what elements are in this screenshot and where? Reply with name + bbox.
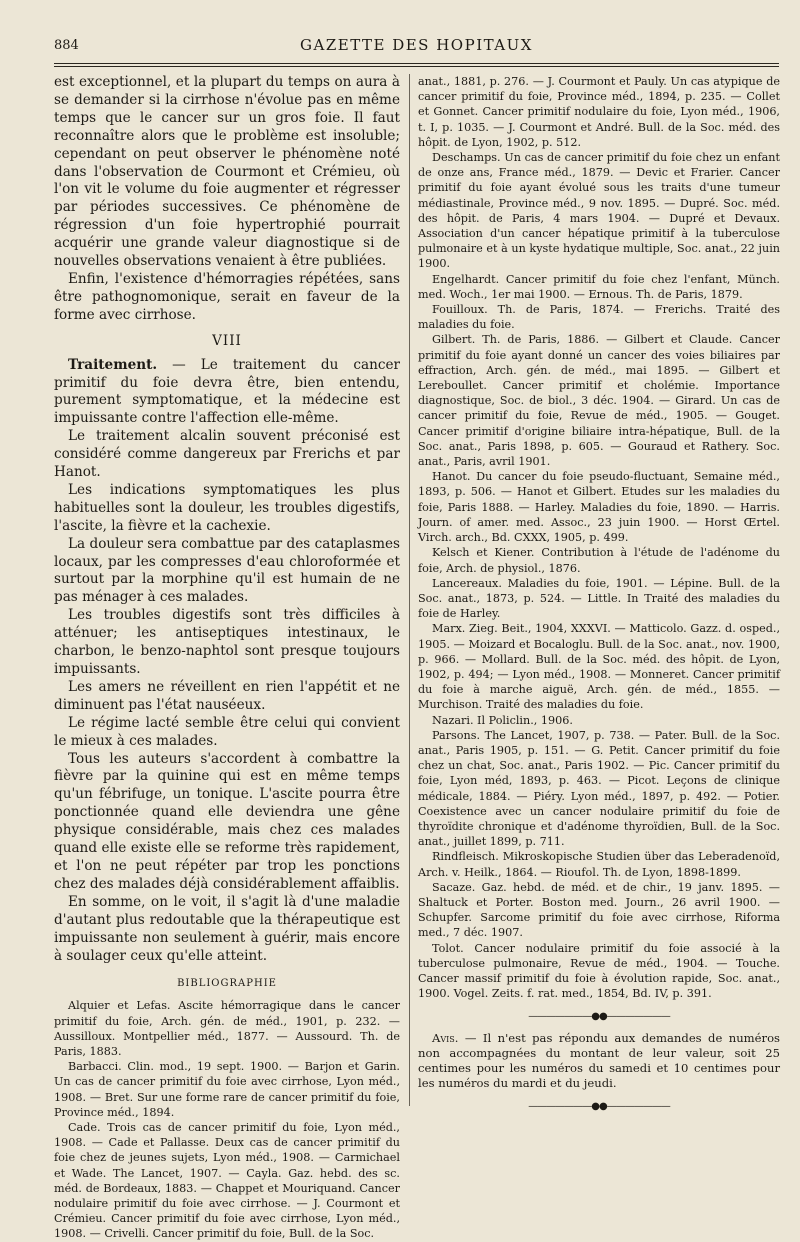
section-heading: VIII	[212, 332, 242, 349]
traitement-paragraph	[54, 357, 400, 429]
page-header	[54, 36, 779, 62]
bibliography-entry: Hanot. Du cancer du foie pseudo-fluctuant, Semaine méd., 1893, p. 506. — Hanot et Gilbert. Etudes sur les maladies du foie, Paris 1888. — Harley. Maladies du foie, 1890. — Harris. Journ. of amer. med. Assoc., 23 juin 1900. — Horst Œrtel. Virch. arch., Bd. CXXX, 1905, p. 499.	[418, 470, 780, 545]
bibliography-heading: BIBLIOGRAPHIE	[177, 978, 277, 990]
paragraph: Tous les auteurs s'accordent à combattre la fièvre par la quinine qui est en même temps qu'un fébrifuge, un tonique. L'ascite pourra être ponctionnée quand elle deviendra une gêne physique considérable, mais chez ces malades quand elle existe elle se reforme très rapidement, et l'on ne peut répéter par trop les ponctions chez des malades déjà considérablement affaiblis.	[54, 750, 400, 892]
paragraph: Le traitement alcalin souvent préconisé est considéré comme dangereux par Frerichs et par Hanot.	[54, 428, 400, 481]
bibliography-entry: Kelsch et Kiener. Contribution à l'étude de l'adénome du foie, Arch. de physiol., 1876.	[418, 546, 780, 575]
bibliography-entry: Nazari. Il Policlin., 1906.	[432, 713, 573, 727]
left-column	[54, 74, 400, 1242]
running-title: GAZETTE DES HOPITAUX	[300, 36, 533, 54]
ornamental-separator-end: ———————●●———————	[528, 1100, 670, 1112]
paragraph: Le régime lacté semble être celui qui convient le mieux à ces malades.	[54, 714, 400, 749]
page-number: 884	[54, 38, 79, 53]
bibliography-entry: Tolot. Cancer nodulaire primitif du foie associé à la tuberculose pulmonaire, Revue de méd., 1904. — Touche. Cancer massif primitif du foie à évolution rapide, Soc. anat., 1900. Vogel. Zeits. f. rat. med., 1854, Bd. IV, p. 391.	[418, 941, 780, 1001]
bibliography-entry: Sacaze. Gaz. hebd. de méd. et de chir., 19 janv. 1895. — Shaltuck et Porter. Boston med. Journ., 26 avril 1900. — Schupfer. Sarcome primitif du foie avec cirrhose, Riforma med., 7 déc. 1907.	[418, 880, 780, 940]
traitement-text: — Le traitement du cancer primitif du foie devra être, bien entendu, purement symptomatique, et la médecine est impuissante contre l'affection elle-même.	[54, 356, 400, 427]
bibliography-entry: Parsons. The Lancet, 1907, p. 738. — Pater. Bull. de la Soc. anat., Paris 1905, p. 151. — G. Petit. Cancer primitif du foie chez un chat, Soc. anat., Paris 1902. — Pic. Cancer primitif du foie, Lyon méd, 1893, p. 463. — Picot. Leçons de clinique médicale, 1884. — Piéry. Lyon méd., 1897, p. 492. — Potier. Coexistence avec un cancer nodulaire primitif du foie de thyroïdite chronique et d'adénome thyroïdien, Bull. de la Soc. anat., juillet 1899, p. 711.	[418, 728, 780, 849]
bibliography-entry: Fouilloux. Th. de Paris, 1874. — Frerichs. Traité des maladies du foie.	[418, 303, 780, 332]
bibliography-entry: Deschamps. Un cas de cancer primitif du foie chez un enfant de onze ans, France méd., 1879. — Devic et Frarier. Cancer primitif du foie ayant évolué sous les traits d'une tumeur médiastinale, Province méd., 9 nov. 1895. — Dupré. Soc. méd. des hôpit. de Paris, 4 mars 1904. — Dupré et Devaux. Association d'un cancer hépatique primitif à la tuberculose pulmonaire et à un kyste hydatique multiple, Soc. anat., 22 juin 1900.	[418, 151, 780, 271]
avis-text: — Il n'est pas répondu aux demandes de numéros non accompagnées du montant de leur valeur, soit 25 centimes pour les numéros du samedi et 10 centimes pour les numéros du mardi et du jeudi.	[418, 1030, 780, 1090]
paragraph: En somme, on le voit, il s'agit là d'une maladie d'autant plus redoutable que la thérapeutique est impuissante non seulement à guérir, mais encore à soulager ceux qu'elle atteint.	[54, 893, 400, 964]
bibliography-entry: Engelhardt. Cancer primitif du foie chez l'enfant, Münch. med. Woch., 1er mai 1900. — Ernous. Th. de Paris, 1879.	[418, 272, 780, 301]
avis-label: Avis.	[432, 1030, 459, 1045]
bibliography-entry: Rindfleisch. Mikroskopische Studien über das Leberadenoïd, Arch. v. Heilk., 1864. — Rioufol. Th. de Lyon, 1898-1899.	[418, 850, 780, 879]
bibliography-entry: anat., 1881, p. 276. — J. Courmont et Pauly. Un cas atypique de cancer primitif du foie, Province méd., 1894, p. 235. — Collet et Gonnet. Cancer primitif nodulaire du foie, Lyon méd., 1906, t. I, p. 1035. — J. Courmont et André. Bull. de la Soc. méd. des hôpit. de Lyon, 1902, p. 512.	[418, 75, 780, 149]
bibliography-entry: Marx. Zieg. Beit., 1904, XXXVI. — Matticolo. Gazz. d. osped., 1905. — Moizard et Bocaloglu. Bull. de la Soc. anat., nov. 1900, p. 966. — Mollard. Bull. de la Soc. méd. des hôpit. de Lyon, 1902, p. 494; — Lyon méd., 1908. — Monneret. Cancer primitif du foie à marche aiguë, Arch. gén. de méd., 1855. — Murchison. Traité des maladies du foie.	[418, 622, 780, 712]
bibliography-entry: Barbacci. Clin. mod., 19 sept. 1900. — Barjon et Garin. Un cas de cancer primitif du foie avec cirrhose, Lyon méd., 1908. — Bret. Sur une forme rare de cancer primitif du foie, Province méd., 1894.	[54, 1060, 400, 1119]
bibliography-left	[54, 998, 400, 1241]
avis-notice	[418, 1031, 780, 1091]
paragraph: Les indications symptomatiques les plus habituelles sont la douleur, les troubles digestifs, l'ascite, la fièvre et la cachexie.	[54, 481, 400, 534]
paragraph: est exceptionnel, et la plupart du temps on aura à se demander si la cirrhose n'évolue pas en même temps que le cancer sur un gros foie. Il faut reconnaître alors que le problème est insoluble; cependant on peut observer le phénomène noté dans l'observation de Courmont et Crémieu, où l'on vit le volume du foie augmenter et régresser par périodes successives. Ce phénomène de régression d'un foie hypertrophié pourrait acquérir une grande valeur diagnostique si de nouvelles observations venaient à être publiées.	[54, 74, 400, 270]
bibliography-entry: Alquier et Lefas. Ascite hémorragique dans le cancer primitif du foie, Arch. gén. de méd., 1901, p. 232. — Aussilloux. Montpellier méd., 1877. — Aussourd. Th. de Paris, 1883.	[54, 999, 400, 1058]
bibliography-right	[418, 74, 780, 1001]
bibliography-entry: Cade. Trois cas de cancer primitif du foie, Lyon méd., 1908. — Cade et Pallasse. Deux cas de cancer primitif du foie chez de jeunes sujets, Lyon méd., 1908. — Carmichael et Wade. The Lancet, 1907. — Cayla. Gaz. hebd. des sc. méd. de Bordeaux, 1883. — Chappet et Mouriquand. Cancer nodulaire primitif du foie avec cirrhose. — J. Courmont et Crémieu. Cancer primitif du foie avec cirrhose, Lyon méd., 1908. — Crivelli. Cancer primitif du foie, Bull. de la Soc.	[54, 1120, 400, 1241]
bibliography-entry: Lancereaux. Maladies du foie, 1901. — Lépine. Bull. de la Soc. anat., 1873, p. 524. — Little. In Traité des maladies du foie de Harley.	[418, 576, 780, 621]
header-rule-bottom	[54, 66, 779, 67]
paragraph: Les amers ne réveillent en rien l'appétit et ne diminuent pas l'état nauséeux.	[54, 678, 400, 713]
ornamental-separator: ———————●●———————	[528, 1011, 670, 1023]
paragraph: Enfin, l'existence d'hémorragies répétées, sans être pathognomonique, serait en faveur de la forme avec cirrhose.	[54, 270, 400, 323]
paragraph: Les troubles digestifs sont très difficiles à atténuer; les antiseptiques intestinaux, le charbon, le benzo-naphtol sont presque toujours impuissants.	[54, 607, 400, 677]
bibliography-entry: Gilbert. Th. de Paris, 1886. — Gilbert et Claude. Cancer primitif du foie ayant donné un cancer des voies biliaires par effraction, Arch. gén. de méd., mai 1895. — Gilbert et Lereboullet. Cancer primitif et cholémie. Importance diagnostique, Soc. de biol., 3 déc. 1904. — Girard. Un cas de cancer primitif du foie, Revue de méd., 1905. — Gouget. Cancer primitif d'origine biliaire intra-hépatique, Bull. de la Soc. anat., Paris 1898, p. 605. — Gouraud et Rathery. Soc. anat., Paris, avril 1901.	[418, 333, 780, 469]
header-rule-top	[54, 63, 779, 64]
paragraph: La douleur sera combattue par des cataplasmes locaux, par les compresses d'eau chloroformée et surtout par la morphine qu'il est humain de ne pas ménager à ces malades.	[54, 535, 400, 606]
column-divider	[409, 74, 410, 1106]
traitement-label: Traitement.	[68, 356, 158, 373]
right-column	[418, 74, 780, 1120]
